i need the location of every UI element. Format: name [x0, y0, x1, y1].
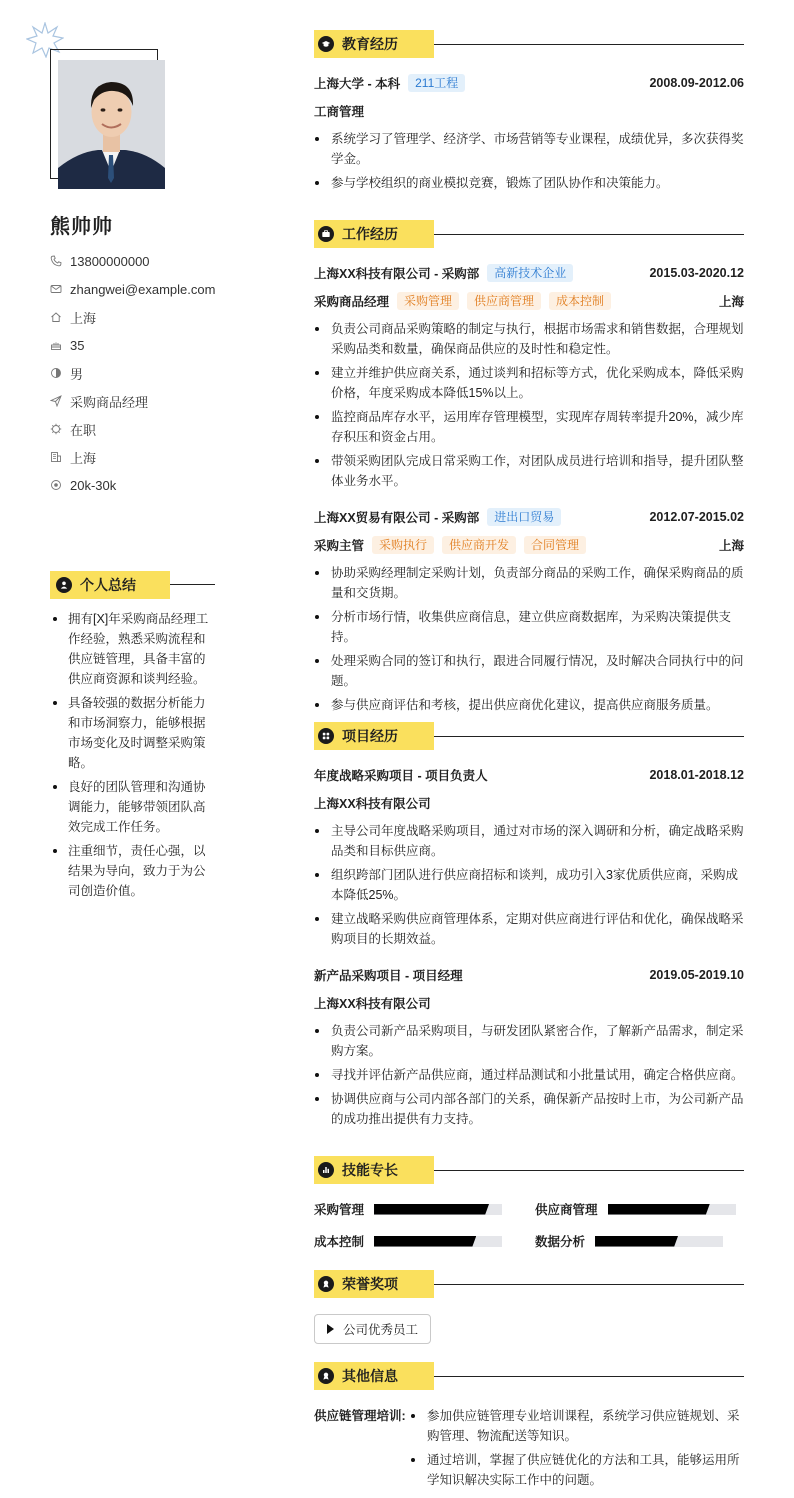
projects-divider	[434, 736, 744, 737]
info-text: 20k-30k	[70, 477, 117, 493]
skill-tag: 合同管理	[524, 536, 586, 554]
info-salary	[50, 471, 240, 499]
major-name: 工商管理	[314, 105, 365, 119]
info-text: 采购商品经理	[70, 394, 149, 410]
list-item: 组织跨部门团队进行供应商招标和谈判，成功引入3家优质供应商，采购成本降低25%。	[314, 865, 744, 905]
job-date: 2015.03-2020.12	[649, 266, 744, 280]
skill-tag: 采购执行	[372, 536, 434, 554]
info-text: 13800000000	[70, 253, 150, 269]
role-row	[314, 291, 744, 311]
briefcase-icon	[318, 226, 334, 242]
company-tag: 高新技术企业	[487, 264, 573, 282]
project-list	[314, 1021, 744, 1133]
project-company: 上海XX科技有限公司	[314, 797, 431, 811]
skill-fill	[374, 1204, 489, 1215]
info-text: 男	[70, 366, 84, 382]
gender-icon	[50, 367, 62, 379]
work-header	[314, 220, 744, 248]
salary-icon	[50, 479, 62, 491]
other-list	[410, 1406, 744, 1494]
list-item: 建立战略采购供应商管理体系，定期对供应商进行评估和优化，确保战略采购项目的长期效益。	[314, 909, 744, 949]
info-email	[50, 275, 240, 303]
project-date: 2018.01-2018.12	[649, 768, 744, 782]
list-item: 参加供应链管理专业培训课程，系统学习供应链规划、采购管理、物流配送等知识。	[410, 1406, 744, 1446]
school-tag: 211工程	[408, 74, 465, 92]
list-item: 主导公司年度战略采购项目，通过对市场的深入调研和分析，确定战略采购品类和目标供应商。	[314, 821, 744, 861]
list-item: 通过培训，掌握了供应链优化的方法和工具，能够运用所学知识解决实际工作中的问题。	[410, 1450, 744, 1490]
skill-bar	[608, 1204, 736, 1215]
projects-title: 项目经历	[314, 722, 434, 750]
skill-item	[535, 1201, 736, 1217]
other-title: 其他信息	[314, 1362, 434, 1390]
project-date: 2019.05-2019.10	[649, 968, 744, 982]
school-name: 上海大学 - 本科	[314, 77, 401, 91]
candidate-name: 熊帅帅	[50, 216, 113, 238]
other-label: 供应链管理培训:	[314, 1409, 406, 1423]
company-name: 上海XX贸易有限公司 - 采购部	[314, 511, 480, 525]
list-item: 参与学校组织的商业模拟竞赛，锻炼了团队协作和决策能力。	[314, 173, 744, 193]
honors-title: 荣誉奖项	[314, 1270, 434, 1298]
project-company-row	[314, 993, 744, 1013]
sidebar	[0, 0, 240, 1498]
honor-name: 公司优秀员工	[343, 1323, 419, 1337]
list-item: 拥有[X]年采购商品经理工作经验，熟悉采购流程和供应链管理，具备丰富的供应商资源和谈判经验。	[50, 609, 215, 689]
award-icon	[318, 1368, 334, 1384]
company-tag: 进出口贸易	[487, 508, 561, 526]
info-position	[50, 387, 240, 415]
summary-header	[50, 571, 220, 599]
grid-icon	[318, 728, 334, 744]
skill-bar	[595, 1236, 723, 1247]
skills-divider	[434, 1170, 744, 1171]
education-title: 教育经历	[314, 30, 434, 58]
list-item: 建立并维护供应商关系，通过谈判和招标等方式，优化采购成本，降低采购价格，年度采购成本降低15%以上。	[314, 363, 744, 403]
list-item: 负责公司商品采购策略的制定与执行，根据市场需求和销售数据，合理规划采购品类和数量，确保商品供应的及时性和稳定性。	[314, 319, 744, 359]
info-text: 在职	[70, 422, 97, 438]
award-icon	[318, 1276, 334, 1292]
list-item: 负责公司新产品采购项目，与研发团队紧密合作，了解新产品需求，制定采购方案。	[314, 1021, 744, 1061]
project-row	[314, 765, 744, 785]
company-name: 上海XX科技有限公司 - 采购部	[314, 267, 480, 281]
skills-title: 技能专长	[314, 1156, 434, 1184]
triangle-icon	[327, 1324, 334, 1334]
list-item: 带领采购团队完成日常采购工作，对团队成员进行培训和指导，提升团队整体业务水平。	[314, 451, 744, 491]
skill-name: 供应商管理	[535, 1203, 598, 1217]
skill-name: 成本控制	[314, 1235, 365, 1249]
skills-header	[314, 1156, 744, 1184]
job-city: 上海	[718, 295, 744, 309]
skill-tag: 成本控制	[549, 292, 611, 310]
job-row	[314, 507, 744, 527]
skill-tag: 供应商管理	[467, 292, 541, 310]
cake-icon	[50, 339, 62, 351]
skill-tag: 供应商开发	[442, 536, 516, 554]
project-row	[314, 965, 744, 985]
project-company: 上海XX科技有限公司	[314, 997, 431, 1011]
skill-bar	[374, 1236, 502, 1247]
major-row	[314, 101, 744, 121]
project-list	[314, 821, 744, 953]
info-location	[50, 303, 240, 331]
skill-fill	[374, 1236, 476, 1247]
job-row	[314, 263, 744, 283]
education-header	[314, 30, 744, 58]
skill-name: 采购管理	[314, 1203, 365, 1217]
bar-chart-icon	[318, 1162, 334, 1178]
home-icon	[50, 311, 62, 323]
info-status	[50, 415, 240, 443]
other-header	[314, 1362, 744, 1390]
contact-info	[50, 247, 240, 499]
list-item: 监控商品库存水平，运用库存管理模型，实现库存周转率提升20%，减少库存积压和资金占用。	[314, 407, 744, 447]
status-icon	[50, 423, 62, 435]
summary-title: 个人总结	[50, 571, 170, 599]
skill-tag: 采购管理	[397, 292, 459, 310]
education-row	[314, 73, 744, 93]
skill-item	[535, 1233, 723, 1249]
avatar	[58, 60, 165, 189]
education-list	[314, 129, 744, 197]
project-name: 年度战略采购项目 - 项目负责人	[314, 769, 488, 783]
skill-item	[314, 1201, 502, 1217]
honors-divider	[434, 1284, 744, 1285]
info-age	[50, 331, 240, 359]
job-list	[314, 319, 744, 495]
list-item: 协调供应商与公司内部各部门的关系，确保新产品按时上市，为公司新产品的成功推出提供有力支持。	[314, 1089, 744, 1129]
graduation-cap-icon	[318, 36, 334, 52]
projects-header	[314, 722, 744, 750]
list-item: 寻找并评估新产品供应商，通过样品测试和小批量试用，确定合格供应商。	[314, 1065, 744, 1085]
project-company-row	[314, 793, 744, 813]
work-divider	[434, 234, 744, 235]
list-item: 参与供应商评估和考核，提出供应商优化建议，提高供应商服务质量。	[314, 695, 744, 715]
info-text: zhangwei@example.com	[70, 281, 216, 297]
list-item: 分析市场行情，收集供应商信息，建立供应商数据库，为采购决策提供支持。	[314, 607, 744, 647]
role-row	[314, 535, 744, 555]
info-workplace	[50, 443, 240, 471]
info-text: 35	[70, 337, 85, 353]
summary-list	[50, 609, 215, 901]
list-item: 具备较强的数据分析能力和市场洞察力，能够根据市场变化及时调整采购策略。	[50, 693, 215, 773]
education-date: 2008.09-2012.06	[649, 76, 744, 90]
job-city: 上海	[718, 539, 744, 553]
user-icon	[56, 577, 72, 593]
info-gender	[50, 359, 240, 387]
honor-badge	[314, 1314, 431, 1344]
other-divider	[434, 1376, 744, 1377]
skill-item	[314, 1233, 502, 1249]
job-role: 采购商品经理	[314, 295, 390, 309]
honors-header	[314, 1270, 744, 1298]
education-divider	[434, 44, 744, 45]
summary-divider	[170, 584, 215, 585]
list-item: 系统学习了管理学、经济学、市场营销等专业课程，成绩优异，多次获得奖学金。	[314, 129, 744, 169]
skill-fill	[595, 1236, 678, 1247]
skill-fill	[608, 1204, 710, 1215]
phone-icon	[50, 255, 62, 267]
list-item: 良好的团队管理和沟通协调能力，能够带领团队高效完成工作任务。	[50, 777, 215, 837]
list-item: 处理采购合同的签订和执行，跟进合同履行情况，及时解决合同执行中的问题。	[314, 651, 744, 691]
skill-name: 数据分析	[535, 1235, 586, 1249]
building-icon	[50, 451, 62, 463]
project-name: 新产品采购项目 - 项目经理	[314, 969, 463, 983]
job-date: 2012.07-2015.02	[649, 510, 744, 524]
work-title: 工作经历	[314, 220, 434, 248]
info-text: 上海	[70, 310, 97, 326]
mail-icon	[50, 283, 62, 295]
info-text: 上海	[70, 450, 97, 466]
list-item: 协助采购经理制定采购计划，负责部分商品的采购工作，确保采购商品的质量和交货期。	[314, 563, 744, 603]
list-item: 注重细节，责任心强，以结果为导向，致力于为公司创造价值。	[50, 841, 215, 901]
send-icon	[50, 395, 62, 407]
job-list	[314, 563, 744, 719]
info-phone	[50, 247, 240, 275]
job-role: 采购主管	[314, 539, 365, 553]
summary-section	[50, 571, 220, 905]
skill-bar	[374, 1204, 502, 1215]
